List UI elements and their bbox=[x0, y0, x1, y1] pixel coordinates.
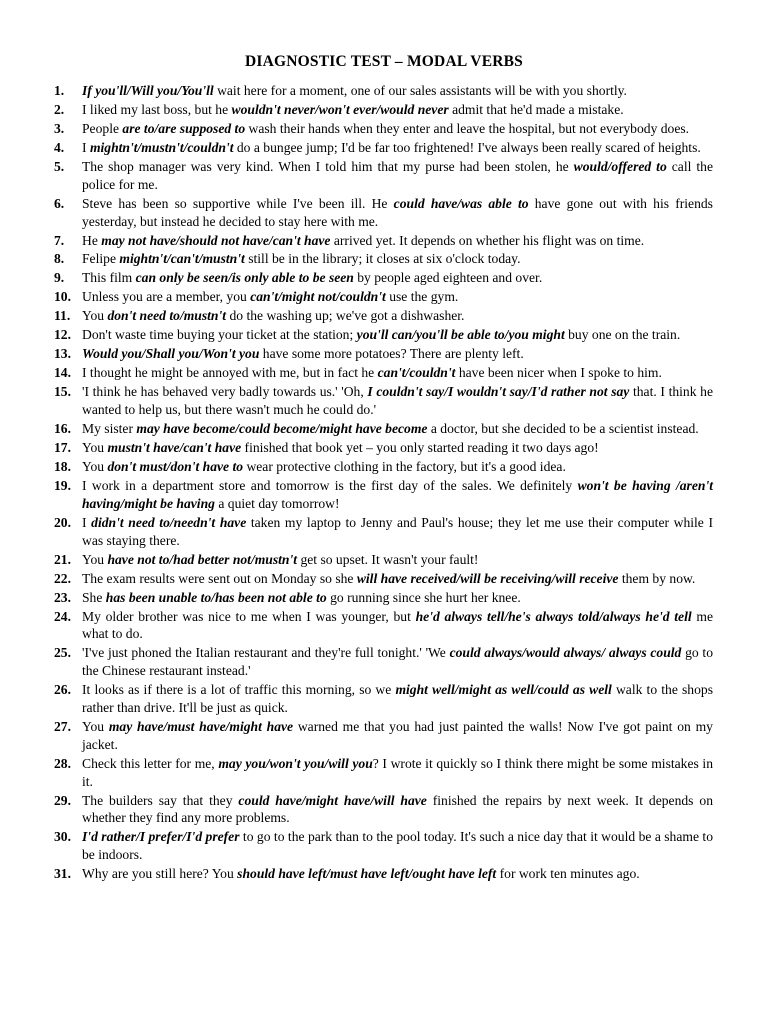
question-item bbox=[54, 420, 713, 438]
question-text-segment: buy one on the train. bbox=[564, 327, 681, 343]
question-text bbox=[82, 515, 713, 548]
question-text-segment: Steve has been so supportive while I've been ill. He bbox=[82, 195, 394, 211]
question-text-segment: still be in the library; it closes at six o'clock today. bbox=[244, 251, 521, 267]
question-number: 30. bbox=[54, 829, 71, 845]
question-number: 27. bbox=[54, 718, 71, 734]
question-text bbox=[82, 459, 566, 474]
question-item bbox=[54, 269, 713, 287]
question-text bbox=[82, 793, 713, 826]
answer-options: should have left/must have left/ought have left bbox=[237, 866, 497, 882]
question-item bbox=[54, 681, 713, 717]
page-title: DIAGNOSTIC TEST – MODAL VERBS bbox=[245, 53, 523, 70]
question-number: 6. bbox=[54, 195, 65, 211]
question-text-segment: ? I wrote it quickly so I think there might be some mistakes in it. bbox=[82, 755, 713, 789]
question-item bbox=[54, 458, 713, 476]
question-number: 4. bbox=[54, 139, 65, 155]
question-text-segment: You bbox=[82, 308, 108, 324]
question-text bbox=[82, 251, 520, 266]
question-text-segment: finished the repairs by next week. It depends on whether they find any more problems. bbox=[82, 792, 713, 826]
question-text bbox=[82, 140, 701, 155]
answer-options: you'll can/you'll be able to/you might bbox=[356, 327, 565, 343]
question-item bbox=[54, 477, 713, 513]
question-text-segment: Why are you still here? You bbox=[82, 866, 238, 882]
question-number: 2. bbox=[54, 101, 65, 117]
question-number: 13. bbox=[54, 346, 71, 362]
question-number: 17. bbox=[54, 440, 71, 456]
answer-options: can't/might not/couldn't bbox=[250, 289, 386, 305]
answer-options: has been unable to/has been not able to bbox=[105, 589, 327, 605]
answer-options: could always/would always/ always could bbox=[449, 645, 682, 661]
question-text-segment: go running since she hurt her knee. bbox=[326, 589, 521, 605]
answer-options: I couldn't say/I wouldn't say/I'd rather not say bbox=[367, 384, 630, 400]
question-text bbox=[82, 590, 521, 605]
question-text bbox=[82, 270, 542, 285]
answer-options: mightn't/can't/mustn't bbox=[119, 251, 245, 267]
question-text-segment: My sister bbox=[82, 421, 137, 437]
question-text-segment: I bbox=[82, 139, 90, 155]
question-text-segment: I work in a department store and tomorrow is the first day of the sales. We definitely bbox=[82, 478, 578, 494]
question-number: 29. bbox=[54, 792, 71, 808]
question-text-segment: wait here for a moment, one of our sales assistants will be with you shortly. bbox=[213, 83, 627, 98]
question-number: 20. bbox=[54, 514, 71, 530]
question-item bbox=[54, 345, 713, 363]
question-item bbox=[54, 326, 713, 344]
question-text bbox=[82, 756, 713, 789]
question-item bbox=[54, 439, 713, 457]
question-item bbox=[54, 139, 713, 157]
question-text bbox=[82, 829, 713, 862]
question-text-segment: them by now. bbox=[618, 570, 696, 586]
question-item bbox=[54, 718, 713, 754]
question-text-segment: Unless you are a member, you bbox=[82, 289, 251, 305]
question-text bbox=[82, 682, 713, 715]
question-item bbox=[54, 755, 713, 791]
question-text-segment: The builders say that they bbox=[82, 792, 239, 808]
question-number: 1. bbox=[54, 83, 65, 98]
question-text-segment: warned me that you had just painted the walls! Now I've got paint on my jacket. bbox=[82, 718, 713, 752]
question-text-segment: I liked my last boss, but he bbox=[82, 101, 232, 117]
question-text bbox=[82, 478, 713, 511]
question-text-segment: walk to the shops rather than drive. It'll be just as quick. bbox=[82, 682, 713, 715]
question-text bbox=[82, 308, 464, 323]
question-text-segment: Check this letter for me, bbox=[82, 755, 219, 771]
question-number: 5. bbox=[54, 158, 65, 174]
question-item bbox=[54, 383, 713, 419]
answer-options: could have/might have/will have bbox=[238, 792, 427, 808]
question-text-segment: My older brother was nice to me when I was younger, but bbox=[82, 608, 416, 624]
question-item bbox=[54, 101, 713, 119]
question-text bbox=[82, 645, 713, 678]
question-number: 25. bbox=[54, 645, 71, 661]
question-text bbox=[82, 365, 662, 380]
answer-options: will have received/will be receiving/will receive bbox=[356, 570, 619, 586]
question-item bbox=[54, 514, 713, 550]
question-text-segment: You bbox=[82, 440, 108, 456]
question-text-segment: He bbox=[82, 232, 102, 248]
question-item bbox=[54, 232, 713, 250]
question-text-segment: The exam results were sent out on Monday so she bbox=[82, 570, 357, 586]
question-item bbox=[54, 307, 713, 325]
question-number: 23. bbox=[54, 589, 71, 605]
question-number: 18. bbox=[54, 459, 71, 475]
question-number: 3. bbox=[54, 120, 65, 136]
question-text-segment: do a bungee jump; I'd be far too frightened! I've always been really scared of heights. bbox=[233, 139, 701, 155]
answer-options: have not to/had better not/mustn't bbox=[107, 551, 298, 567]
answer-options: may you/won't you/will you bbox=[218, 755, 373, 771]
question-item bbox=[54, 828, 713, 864]
question-text-segment: 'I've just phoned the Italian restaurant and they're full tonight.' 'We bbox=[82, 645, 450, 661]
question-text bbox=[82, 102, 624, 117]
question-item bbox=[54, 364, 713, 382]
answer-options: are to/are supposed to bbox=[122, 120, 246, 136]
question-number: 9. bbox=[54, 270, 65, 286]
question-number: 26. bbox=[54, 682, 71, 698]
question-text bbox=[82, 327, 680, 342]
question-list bbox=[0, 82, 768, 884]
question-item bbox=[54, 792, 713, 828]
question-text bbox=[82, 121, 689, 136]
question-text-segment: People bbox=[82, 120, 123, 136]
answer-options: mustn't have/can't have bbox=[107, 440, 242, 456]
question-text bbox=[82, 421, 699, 436]
question-text bbox=[82, 552, 478, 567]
question-text-segment: a quiet day tomorrow! bbox=[214, 495, 340, 511]
question-text bbox=[82, 719, 713, 752]
question-text-segment: call the police for me. bbox=[82, 158, 713, 192]
question-number: 28. bbox=[54, 755, 71, 771]
question-text-segment: have gone out with his friends yesterday, but instead he decided to stay here with me. bbox=[82, 195, 713, 229]
question-number: 12. bbox=[54, 327, 71, 343]
question-text bbox=[82, 289, 458, 304]
answer-options: he'd always tell/he's always told/always he'd tell bbox=[415, 608, 692, 624]
question-item bbox=[54, 865, 713, 883]
question-text-segment: Don't waste time buying your ticket at the station; bbox=[82, 327, 357, 343]
question-text-segment: go to the Chinese restaurant instead.' bbox=[82, 645, 714, 679]
question-text-segment: I bbox=[82, 514, 92, 530]
question-text-segment: You bbox=[82, 551, 108, 567]
question-item bbox=[54, 570, 713, 588]
question-item bbox=[54, 82, 713, 100]
question-text bbox=[82, 233, 644, 248]
answer-options: I'd rather/I prefer/I'd prefer bbox=[82, 829, 240, 845]
question-text-segment: 'I think he has behaved very badly towards us.' 'Oh, bbox=[82, 384, 368, 400]
answer-options: Would you/Shall you/Won't you bbox=[82, 346, 260, 362]
question-text-segment: Felipe bbox=[82, 251, 120, 267]
question-number: 21. bbox=[54, 551, 71, 567]
question-item bbox=[54, 250, 713, 268]
answer-options: would/offered to bbox=[573, 158, 667, 174]
question-text-segment: You bbox=[82, 459, 108, 475]
answer-options: may have become/could become/might have become bbox=[136, 421, 428, 437]
question-text-segment: This film bbox=[82, 270, 136, 286]
question-text-segment: taken my laptop to Jenny and Paul's house; they let me use their computer while I was staying there. bbox=[82, 514, 713, 548]
answer-options: could have/was able to bbox=[393, 195, 529, 211]
question-text-segment: She bbox=[82, 589, 106, 605]
question-text bbox=[82, 440, 599, 455]
question-item bbox=[54, 288, 713, 306]
question-text-segment: The shop manager was very kind. When I told him that my purse had been stolen, he bbox=[82, 158, 574, 174]
question-item bbox=[54, 195, 713, 231]
answer-options: mightn't/mustn't/couldn't bbox=[89, 139, 234, 155]
question-text-segment: to go to the park than to the pool today. It's such a nice day that it would be a shame to be indoors. bbox=[82, 829, 713, 863]
question-text-segment: wear protective clothing in the factory, but it's a good idea. bbox=[243, 459, 566, 475]
question-text-segment: me what to do. bbox=[82, 608, 713, 642]
answer-options: can only be seen/is only able to be seen bbox=[135, 270, 354, 286]
question-text bbox=[82, 609, 713, 642]
question-text-segment: arrived yet. It depends on whether his flight was on time. bbox=[330, 232, 645, 248]
question-text-segment: that. I think he wanted to help us, but there wasn't much he could do.' bbox=[82, 384, 713, 418]
question-item bbox=[54, 608, 713, 644]
question-text bbox=[82, 384, 713, 417]
question-text-segment: You bbox=[82, 718, 109, 734]
question-text bbox=[82, 866, 640, 881]
question-text-segment: by people aged eighteen and over. bbox=[353, 270, 543, 286]
question-text-segment: wash their hands when they enter and leave the hospital, but not everybody does. bbox=[245, 120, 690, 136]
question-text bbox=[82, 571, 695, 586]
question-number: 10. bbox=[54, 289, 71, 305]
question-text bbox=[82, 83, 627, 98]
question-text-segment: finished that book yet – you only started reading it two days ago! bbox=[241, 440, 599, 456]
question-item bbox=[54, 120, 713, 138]
question-number: 22. bbox=[54, 570, 71, 586]
question-text-segment: a doctor, but she decided to be a scientist instead. bbox=[427, 421, 699, 437]
answer-options: can't/couldn't bbox=[377, 365, 456, 381]
question-number: 11. bbox=[54, 308, 71, 324]
question-number: 24. bbox=[54, 608, 71, 624]
question-text-segment: It looks as if there is a lot of traffic this morning, so we bbox=[82, 682, 396, 698]
question-item bbox=[54, 551, 713, 569]
answer-options: don't must/don't have to bbox=[107, 459, 244, 475]
question-number: 15. bbox=[54, 384, 71, 400]
question-text-segment: use the gym. bbox=[385, 289, 459, 305]
question-text bbox=[82, 159, 713, 192]
answer-options: won't be having /aren't having/might be having bbox=[82, 478, 713, 511]
answer-options: didn't need to/needn't have bbox=[91, 514, 247, 530]
question-number: 16. bbox=[54, 421, 71, 437]
question-number: 14. bbox=[54, 365, 71, 381]
answer-options: might well/might as well/could as well bbox=[395, 682, 612, 698]
answer-options: may have/must have/might have bbox=[108, 718, 294, 734]
question-text bbox=[82, 346, 524, 361]
answer-options: may not have/should not have/can't have bbox=[101, 232, 331, 248]
question-number: 19. bbox=[54, 478, 71, 494]
question-text-segment: admit that he'd made a mistake. bbox=[448, 101, 624, 117]
question-text-segment: have some more potatoes? There are plenty left. bbox=[259, 346, 524, 362]
question-item bbox=[54, 589, 713, 607]
question-number: 8. bbox=[54, 251, 65, 267]
question-number: 31. bbox=[54, 866, 71, 882]
question-text-segment: do the washing up; we've got a dishwasher. bbox=[226, 308, 465, 324]
question-text bbox=[82, 196, 713, 229]
question-item bbox=[54, 158, 713, 194]
answer-options: wouldn't never/won't ever/would never bbox=[231, 101, 449, 117]
question-text-segment: for work ten minutes ago. bbox=[496, 866, 640, 882]
answer-options: don't need to/mustn't bbox=[107, 308, 227, 324]
question-item bbox=[54, 644, 714, 680]
question-text-segment: I thought he might be annoyed with me, but in fact he bbox=[82, 365, 378, 381]
question-text-segment: have been nicer when I spoke to him. bbox=[455, 365, 662, 381]
answer-options: If you'll/Will you/You'll bbox=[82, 83, 214, 98]
question-number: 7. bbox=[54, 232, 65, 248]
question-text-segment: get so upset. It wasn't your fault! bbox=[297, 551, 479, 567]
